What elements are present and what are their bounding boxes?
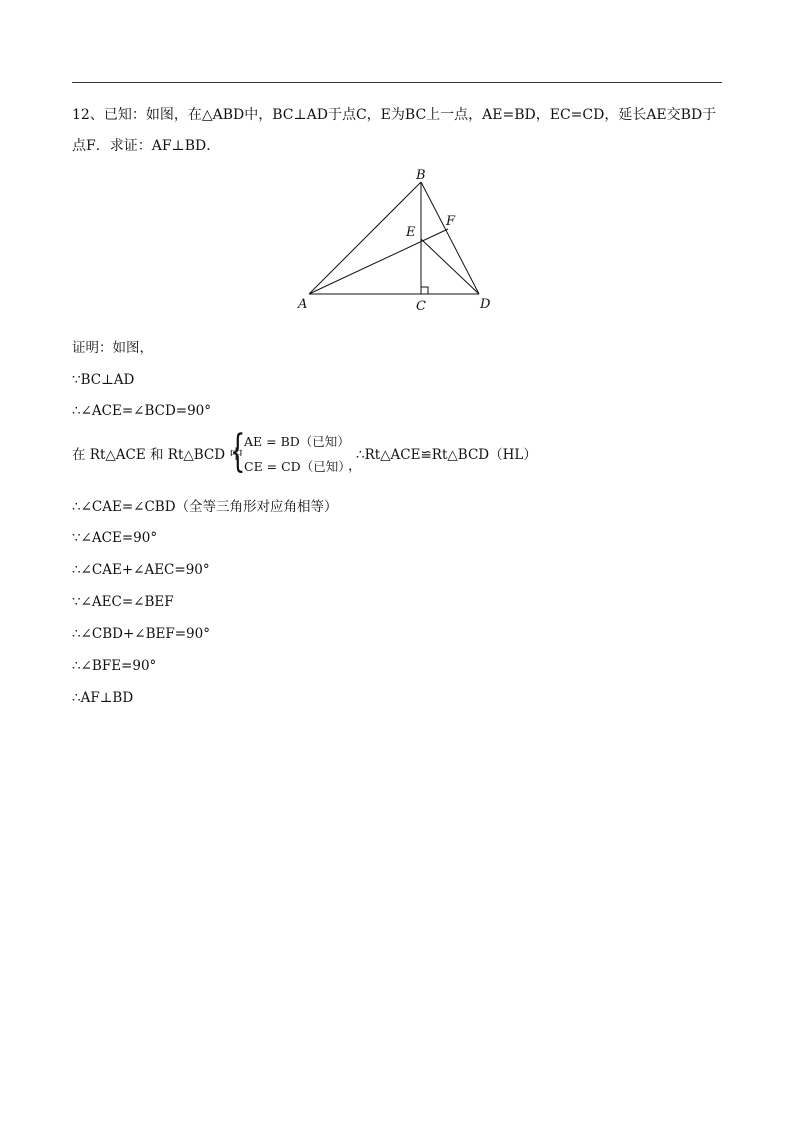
segment-ED — [421, 239, 479, 294]
system-equation-1: AE = BD（已知） — [244, 434, 350, 449]
label-C: C — [416, 299, 426, 314]
system-equation-2: CE = CD（已知） — [244, 459, 351, 474]
proof-line-7: ∴∠CBD+∠BEF=90° — [72, 626, 210, 642]
label-A: A — [298, 297, 308, 312]
header-rule — [72, 82, 722, 83]
geometry-figure — [290, 160, 510, 320]
proof-line-2: ∴∠ACE=∠BCD=90° — [72, 403, 212, 419]
proof-line-3: ∴∠CAE=∠CBD（全等三角形对应角相等） — [72, 499, 338, 515]
proof-intro: 证明：如图， — [72, 340, 153, 356]
proof-line-4: ∵∠ACE=90° — [72, 530, 158, 546]
problem-statement: 12、已知：如图，在△ABD中，BC⊥AD于点C，E为BC上一点，AE=BD，EC=CD，延长AE交BD于点F．求证：AF⊥BD． — [72, 107, 717, 154]
proof-line-1: ∵BC⊥AD — [72, 372, 135, 388]
label-F: F — [446, 214, 456, 229]
system-comma: ， — [348, 458, 362, 474]
proof-line-5: ∴∠CAE+∠AEC=90° — [72, 562, 210, 578]
proof-line-6: ∵∠AEC=∠BEF — [72, 594, 174, 610]
proof-line-9: ∴AF⊥BD — [72, 690, 134, 706]
congruence-conclusion: ∴Rt△ACE≌Rt△BCD（HL） — [356, 447, 537, 463]
segment-AB — [309, 182, 421, 294]
label-B: B — [416, 168, 426, 183]
system-intro: 在 Rt△ACE 和 Rt△BCD 中 — [72, 447, 243, 463]
congruence-system — [72, 426, 712, 478]
triangle-diagram — [290, 160, 510, 320]
label-D: D — [480, 297, 491, 312]
label-E: E — [406, 225, 416, 240]
brace-symbol: { — [230, 426, 246, 477]
proof-line-8: ∴∠BFE=90° — [72, 658, 157, 674]
segment-AF — [309, 229, 448, 294]
right-angle-mark — [421, 287, 428, 294]
